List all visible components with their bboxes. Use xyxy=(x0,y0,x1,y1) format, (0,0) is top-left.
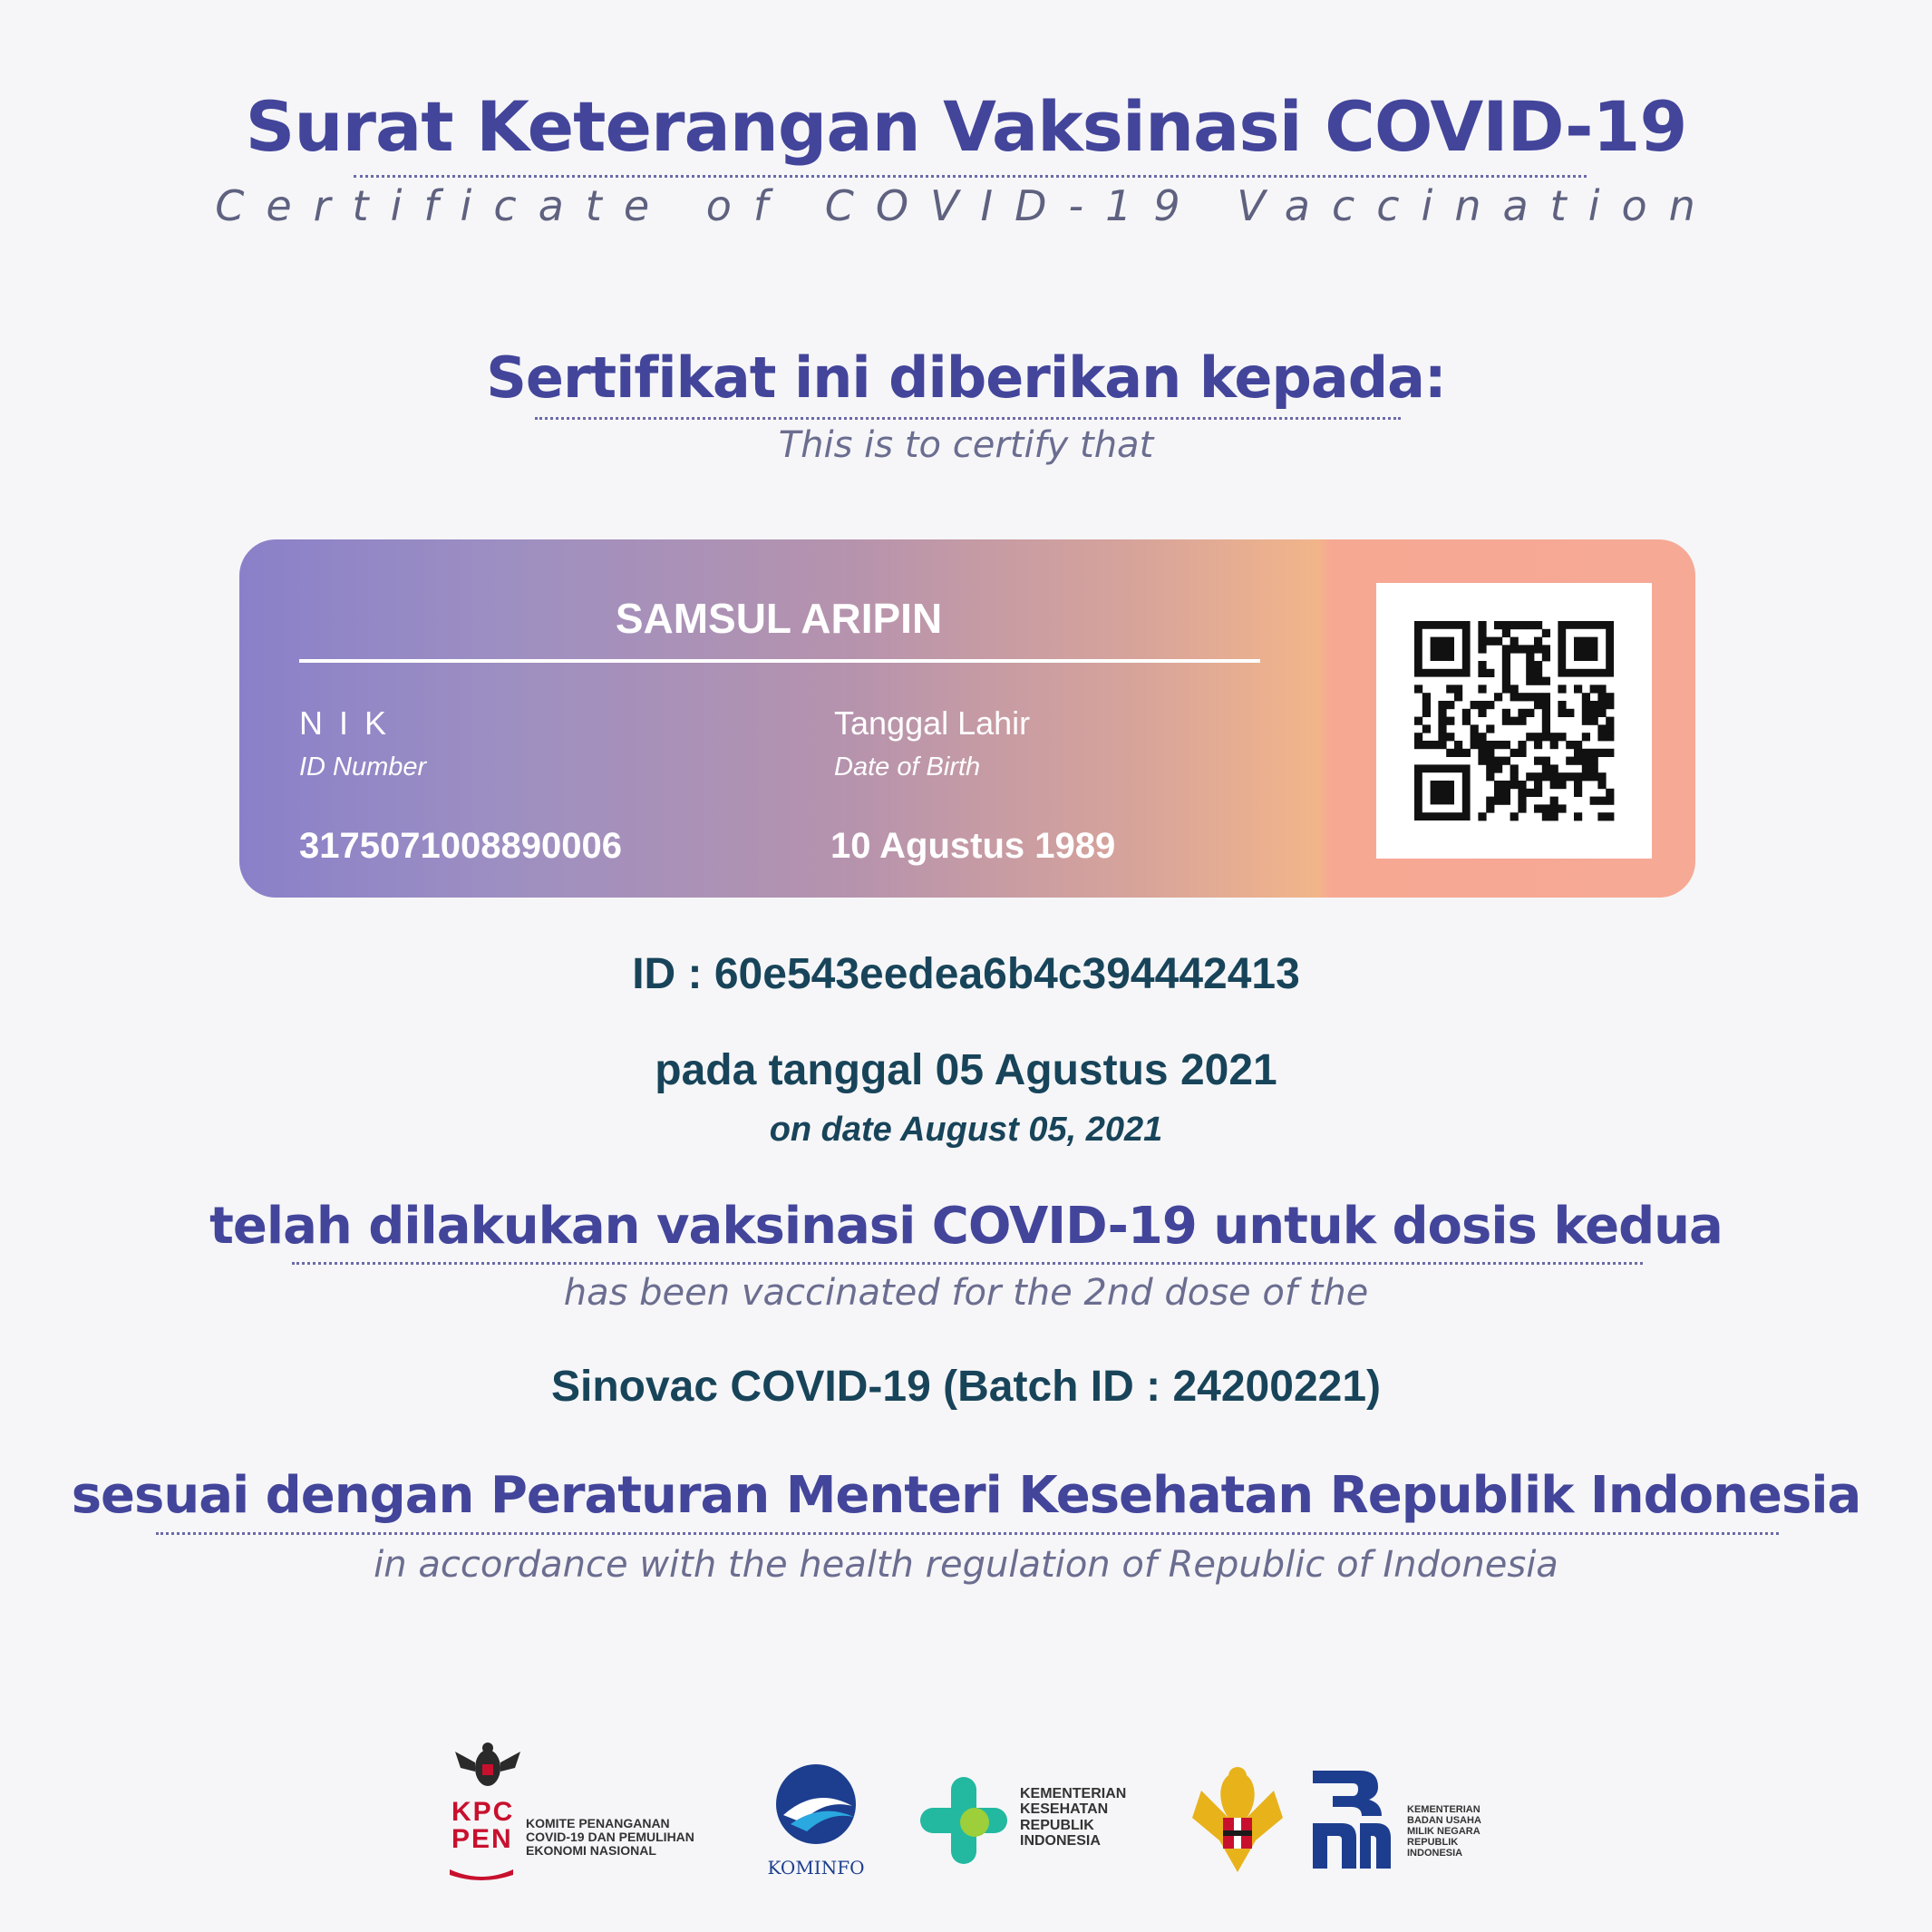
dose-subtitle: has been vaccinated for the 2nd dose of the xyxy=(563,1272,1369,1314)
title-subtitle: Certificate of COVID-19 Vaccination xyxy=(215,181,1717,230)
bumn-text: KEMENTERIAN BADAN USAHA MILIK NEGARA REPUBLIK INDONESIA xyxy=(1407,1804,1481,1859)
kpcpen-text: KOMITE PENANGANAN COVID-19 DAN PEMULIHAN EKONOMI NASIONAL xyxy=(526,1816,694,1859)
kemenkes-plus-icon xyxy=(920,1777,1007,1864)
certify-subtitle: This is to certify that xyxy=(778,424,1154,466)
qr-code xyxy=(1376,583,1652,859)
kpcpen-swoosh-icon xyxy=(450,1868,513,1880)
nik-label: N I K xyxy=(299,704,391,742)
kemenkes-logo xyxy=(920,1777,1147,1886)
nik-label-en: ID Number xyxy=(299,752,427,782)
garuda-pancasila-icon xyxy=(1183,1763,1292,1877)
recipient-name: SAMSUL ARIPIN xyxy=(615,595,943,642)
dob-label: Tanggal Lahir xyxy=(834,704,1031,742)
certify-divider xyxy=(535,417,1401,420)
certify-heading: Sertifikat ini diberikan kepada: xyxy=(486,345,1446,411)
nik-value: 3175071008890006 xyxy=(299,826,622,866)
garuda-pancasila-logo xyxy=(1183,1763,1292,1881)
bumn-logo xyxy=(1306,1763,1523,1881)
dob-value: 10 Agustus 1989 xyxy=(830,826,1116,866)
regulation-divider xyxy=(156,1532,1779,1535)
bumn-mark-icon xyxy=(1306,1763,1396,1872)
kominfo-logo xyxy=(757,1759,875,1895)
regulation-heading: sesuai dengan Peraturan Menteri Kesehatan Republik Indonesia xyxy=(71,1466,1861,1525)
garuda-small-icon xyxy=(451,1741,524,1795)
recipient-card xyxy=(239,539,1695,898)
footer-logos xyxy=(0,1732,1932,1895)
kpcpen-logo xyxy=(444,1741,716,1886)
qr-code-icon xyxy=(1376,583,1652,859)
vaccination-date-en: on date August 05, 2021 xyxy=(769,1111,1163,1149)
kemenkes-text: KEMENTERIAN KESEHATAN REPUBLIK INDONESIA xyxy=(1020,1786,1127,1849)
kominfo-emblem-icon xyxy=(771,1759,861,1849)
dose-divider xyxy=(292,1262,1643,1265)
regulation-subtitle: in accordance with the health regulation of Republic of Indonesia xyxy=(374,1544,1558,1586)
vaccine-info: Sinovac COVID-19 (Batch ID : 24200221) xyxy=(550,1363,1382,1411)
kpcpen-mark: KPC PEN xyxy=(451,1797,515,1854)
title-divider xyxy=(354,175,1587,178)
title-main: Surat Keterangan Vaksinasi COVID-19 xyxy=(245,86,1687,167)
name-divider xyxy=(299,659,1260,663)
vaccination-date: pada tanggal 05 Agustus 2021 xyxy=(655,1046,1277,1094)
dose-heading: telah dilakukan vaksinasi COVID-19 untuk dosis kedua xyxy=(209,1197,1723,1256)
kominfo-text: KOMINFO xyxy=(767,1857,865,1879)
certificate-id: ID : 60e543eedea6b4c394442413 xyxy=(632,950,1300,998)
dob-label-en: Date of Birth xyxy=(834,752,981,782)
